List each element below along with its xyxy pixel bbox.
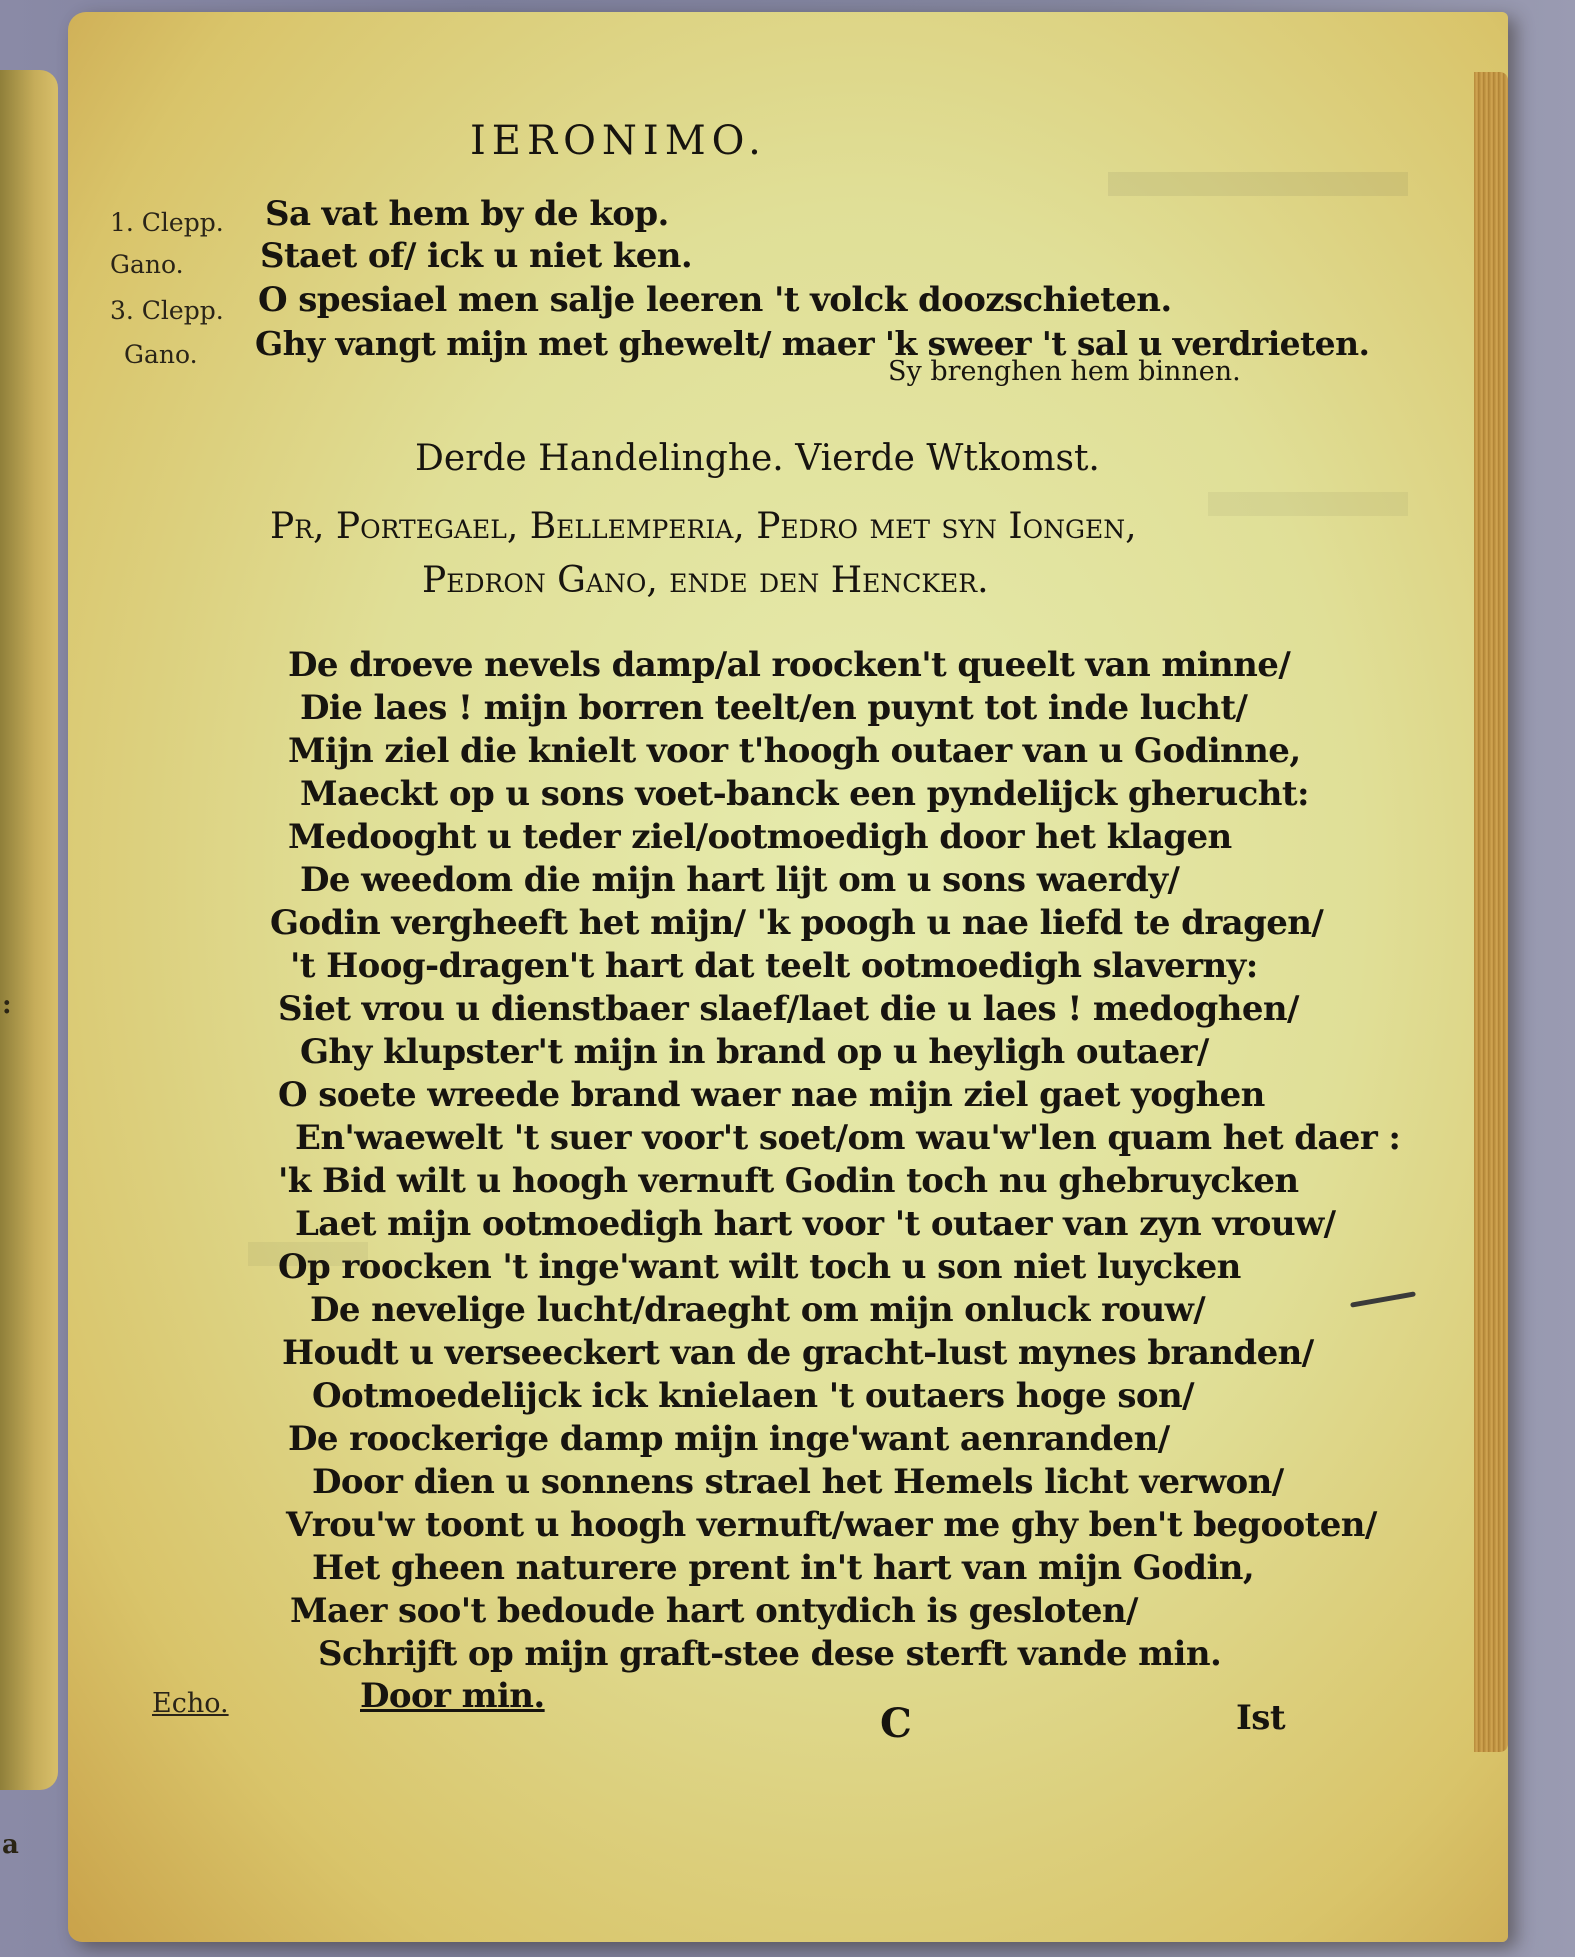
- verse-line: De weedom die mijn hart lijt om u sons waerdy/: [300, 860, 1180, 900]
- speech-line: Staet of/ ick u niet ken.: [260, 236, 693, 276]
- verse-line: Die laes ! mijn borren teelt/en puynt tot inde lucht/: [300, 688, 1248, 728]
- verse-line: Siet vrou u dienstbaer slaef/laet die u laes ! medoghen/: [278, 989, 1299, 1029]
- show-through: [1108, 172, 1408, 196]
- verse-line: Laet mijn ootmoedigh hart voor 't outaer van zyn vrouw/: [295, 1204, 1336, 1244]
- echo-line: Door min.: [360, 1676, 545, 1716]
- running-head: IERONIMO.: [470, 118, 767, 164]
- page-block-edge: [1474, 72, 1508, 1752]
- speaker-label-echo: Echo.: [152, 1688, 229, 1719]
- verse-line: Vrou'w toont u hoogh vernuft/waer me ghy ben't begooten/: [286, 1505, 1377, 1545]
- verse-line: Medooght u teder ziel/ootmoedigh door het klagen: [288, 817, 1232, 857]
- signature-mark: C: [880, 1700, 912, 1747]
- verse-line: Schrijft op mijn graft-stee dese sterft vande min.: [318, 1634, 1222, 1674]
- verse-line: Door dien u sonnens strael het Hemels licht verwon/: [312, 1462, 1284, 1502]
- scene-heading: Derde Handelinghe. Vierde Wtkomst.: [415, 438, 1100, 479]
- verse-line: Op roocken 't inge'want wilt toch u son niet luycken: [278, 1247, 1241, 1287]
- show-through: [1208, 492, 1408, 516]
- verse-line: Maer soo't bedoude hart ontydich is gesloten/: [290, 1591, 1138, 1631]
- cast-list: Pr, Portegael, Bellemperia, Pedro met syn Iongen,: [270, 506, 1137, 547]
- speech-line: O spesiael men salje leeren 't volck doozschieten.: [258, 280, 1172, 320]
- facing-page-edge: [0, 70, 58, 1860]
- facing-page-fragment: a: [2, 1830, 19, 1860]
- cast-list: Pedron Gano, ende den Hencker.: [422, 560, 989, 601]
- facing-page-fragment: :: [2, 990, 12, 1020]
- speaker-label: Gano.: [124, 340, 198, 369]
- verse-line: 'k Bid wilt u hoogh vernuft Godin toch nu ghebruycken: [278, 1161, 1299, 1201]
- speaker-label: Gano.: [110, 250, 184, 279]
- speaker-label: 1. Clepp.: [110, 208, 224, 237]
- verse-line: Houdt u verseeckert van de gracht-lust mynes branden/: [282, 1333, 1314, 1373]
- stage-direction: Sy brenghen hem binnen.: [888, 356, 1241, 387]
- verse-line: Ghy klupster't mijn in brand op u heyligh outaer/: [300, 1032, 1209, 1072]
- speaker-label: 3. Clepp.: [110, 296, 224, 325]
- verse-line: En'waewelt 't suer voor't soet/om wau'w'len quam het daer :: [295, 1118, 1401, 1158]
- verse-line: De nevelige lucht/draeght om mijn onluck rouw/: [310, 1290, 1206, 1330]
- verse-line: Ootmoedelijck ick knielaen 't outaers hoge son/: [312, 1376, 1194, 1416]
- verse-line: De roockerige damp mijn inge'want aenranden/: [288, 1419, 1170, 1459]
- verse-line: Godin vergheeft het mijn/ 'k poogh u nae liefd te dragen/: [270, 903, 1324, 943]
- verse-line: Maeckt op u sons voet-banck een pyndelijck gherucht:: [300, 774, 1309, 814]
- speech-line: Ghy vangt mijn met ghewelt/ maer 'k sweer 't sal u verdrieten.: [255, 324, 1370, 363]
- verse-line: De droeve nevels damp/al roocken't queelt van minne/: [288, 645, 1291, 685]
- verse-line: Het gheen naturere prent in't hart van mijn Godin,: [312, 1548, 1255, 1588]
- verse-line: O soete wreede brand waer nae mijn ziel gaet yoghen: [278, 1075, 1265, 1115]
- catchword: Ist: [1236, 1698, 1285, 1738]
- verse-line: 't Hoog-dragen't hart dat teelt ootmoedigh slaverny:: [290, 946, 1258, 986]
- speech-line: Sa vat hem by de kop.: [265, 194, 669, 234]
- verse-line: Mijn ziel die knielt voor t'hoogh outaer van u Godinne,: [288, 731, 1301, 771]
